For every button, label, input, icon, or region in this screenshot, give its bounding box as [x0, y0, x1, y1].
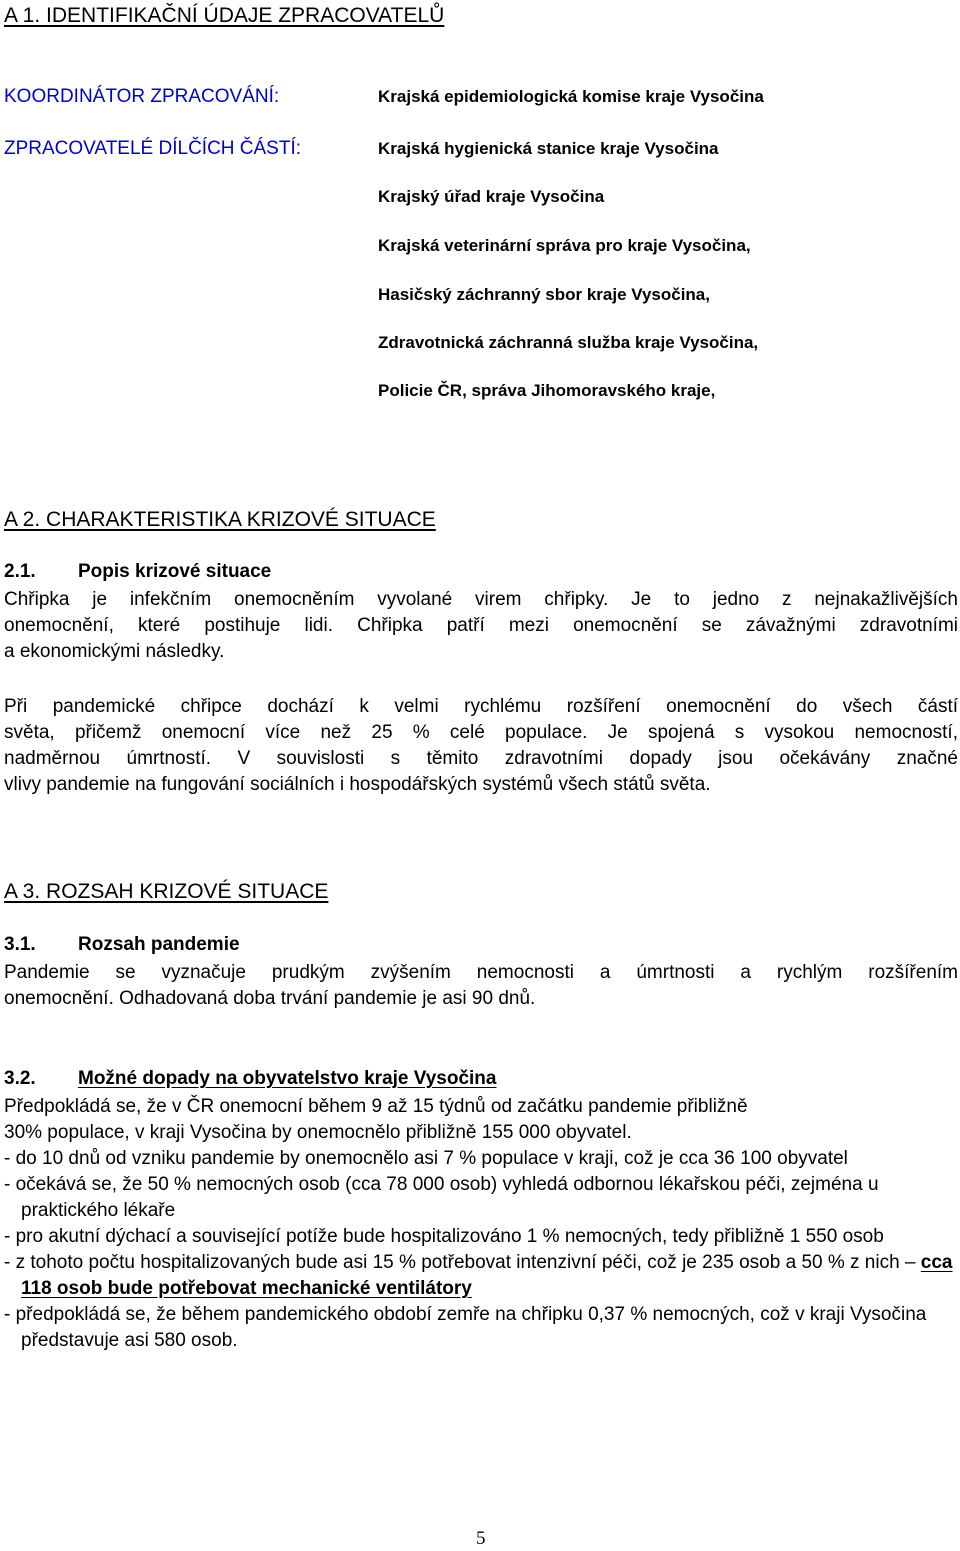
page-number: 5	[476, 1528, 486, 1549]
processor-item: Hasičský záchranný sbor kraje Vysočina,	[378, 285, 710, 304]
list-item	[4, 1250, 958, 1302]
text-line: onemocnění, které postihuje lidi. Chřipka patří mezi onemocnění se závažnými zdravotními	[4, 615, 958, 636]
list-item: - předpokládá se, že během pandemického období zemře na chřipku 0,37 % nemocných, což v kraji Vysočina představuje asi 580 osob.	[4, 1304, 927, 1351]
text-line: onemocnění. Odhadovaná doba trvání pandemie je asi 90 dnů.	[4, 988, 536, 1009]
list-item: - očekává se, že 50 % nemocných osob (cca 78 000 osob) vyhledá odbornou lékařskou péči, zejména u praktického lékaře	[4, 1174, 879, 1221]
paragraph-impact-intro	[4, 1094, 958, 1146]
text-line: Pandemie se vyznačuje prudkým zvýšením nemocnosti a úmrtnosti a rychlým rozšířením	[4, 962, 958, 983]
text-line: a ekonomickými následky.	[4, 641, 225, 662]
subsection-3-2-title	[4, 1068, 496, 1090]
section-a2-heading: A 2. CHARAKTERISTIKA KRIZOVÉ SITUACE	[4, 508, 436, 531]
subsection-title: Popis krizové situace	[78, 561, 272, 582]
coordinator-label: KOORDINÁTOR ZPRACOVÁNÍ:	[4, 86, 280, 107]
section-a1-heading: A 1. IDENTIFIKAČNÍ ÚDAJE ZPRACOVATELŮ	[4, 4, 445, 27]
section-a3-heading: A 3. ROZSAH KRIZOVÉ SITUACE	[4, 880, 329, 903]
text-line: vlivy pandemie na fungování sociálních i hospodářských systémů všech států světa.	[4, 774, 711, 795]
subsection-number: 3.1.	[4, 934, 36, 955]
list-item-text: - z tohoto počtu hospitalizovaných bude asi 15 % potřebovat intenzivní péči, což je 235 osob a 50 % z nich –	[4, 1252, 921, 1273]
list-item: - pro akutní dýchací a související potíže bude hospitalizováno 1 % nemocných, tedy přibližně 1 550 osob	[4, 1226, 884, 1247]
subsection-number: 3.2.	[4, 1068, 36, 1089]
coordinator-value: Krajská epidemiologická komise kraje Vysočina	[378, 87, 764, 106]
subsection-title: Rozsah pandemie	[78, 934, 240, 955]
text-line: Chřipka je infekčním onemocněním vyvolané virem chřipky. Je to jedno z nejnakažlivějších	[4, 589, 958, 610]
text-line: nadměrnou úmrtností. V souvislosti s těmito zdravotními dopady jsou očekávány značné	[4, 748, 958, 769]
highlighted-text: cca 118 osob bude potřebovat mechanické ventilátory	[21, 1252, 953, 1299]
impact-list	[4, 1146, 958, 1354]
processor-item: Zdravotnická záchranná služba kraje Vysočina,	[378, 333, 759, 352]
text-line: Při pandemické chřipce dochází k velmi rychlému rozšíření onemocnění do všech částí	[4, 696, 958, 717]
processor-item: Policie ČR, správa Jihomoravského kraje,	[378, 381, 716, 400]
subsection-title: Možné dopady na obyvatelstvo kraje Vysočina	[78, 1068, 497, 1089]
paragraph-influenza-description	[4, 587, 958, 665]
paragraph-pandemic-description	[4, 694, 958, 798]
processors-label: ZPRACOVATELÉ DÍLČÍCH ČÁSTÍ:	[4, 138, 302, 159]
subsection-2-1-title	[4, 561, 271, 583]
list-item: - do 10 dnů od vzniku pandemie by onemocnělo asi 7 % populace v kraji, což je cca 36 100 obyvatel	[4, 1148, 848, 1169]
processor-item: Krajská veterinární správa pro kraje Vysočina,	[378, 236, 751, 255]
processor-item: Krajský úřad kraje Vysočina	[378, 187, 605, 206]
text-line: světa, přičemž onemocní více než 25 % celé populace. Je spojená s vysokou nemocností,	[4, 722, 958, 743]
subsection-number: 2.1.	[4, 561, 36, 582]
paragraph-pandemic-scope	[4, 960, 958, 1012]
text-line: Předpokládá se, že v ČR onemocní během 9 až 15 týdnů od začátku pandemie přibližně	[4, 1096, 748, 1117]
processor-item: Krajská hygienická stanice kraje Vysočina	[378, 139, 719, 158]
text-line: 30% populace, v kraji Vysočina by onemocnělo přibližně 155 000 obyvatel.	[4, 1122, 632, 1143]
subsection-3-1-title	[4, 934, 240, 956]
